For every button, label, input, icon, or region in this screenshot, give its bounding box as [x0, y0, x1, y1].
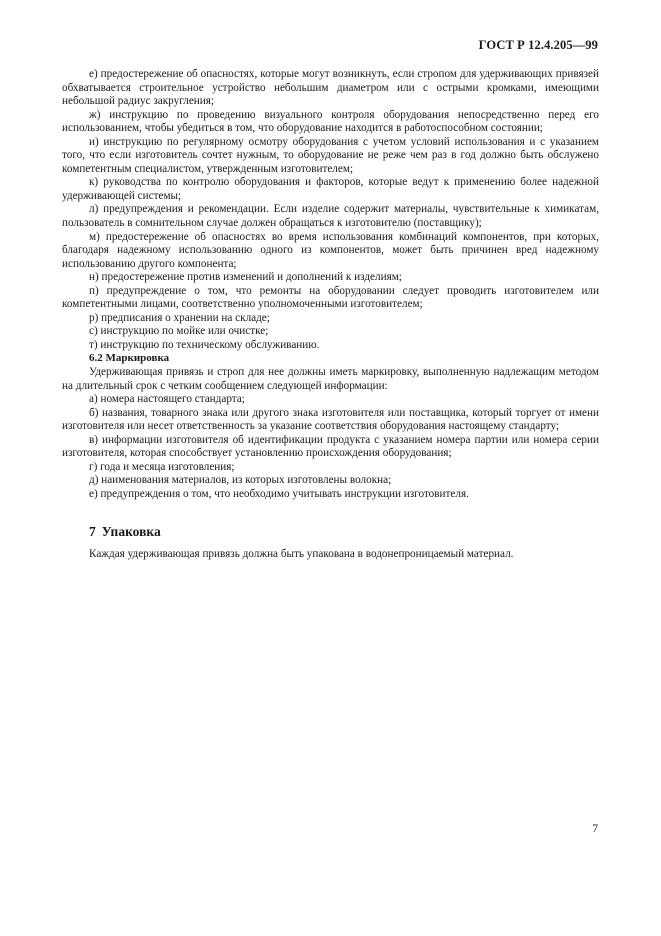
packaging-text: Каждая удерживающая привязь должна быть упакована в водонепроницаемый материал.	[89, 547, 514, 560]
page-content	[62, 68, 599, 561]
section-heading-packaging	[62, 524, 599, 540]
list-item-t: т) инструкцию по техническому обслуживанию.	[89, 338, 320, 351]
marking-item-v: в) информации изготовителя об идентификации продукта с указанием номера партии или номера серии изготовителя, которая способствует установлению происхождения оборудования;	[62, 433, 599, 460]
list-item-p: п) предупреждение о том, что ремонты на оборудовании следует проводить изготовителем или компетентными лицами, соответственно уполномоченными изготовителем;	[62, 284, 599, 311]
marking-item-e: е) предупреждения о том, что необходимо учитывать инструкции изготовителя.	[89, 487, 469, 500]
marking-item-a: а) номера настоящего стандарта;	[89, 393, 245, 406]
marking-item-b: б) названия, товарного знака или другого знака изготовителя или поставщика, который торгует от имени изготовителя или несет ответственность за указание соответствия оборудования настоящему стандарту;	[62, 406, 599, 433]
list-item-zh: ж) инструкцию по проведению визуального контроля оборудования непосредственно перед его использованием, чтобы убедиться в том, что оборудование находится в работоспособном состоянии;	[62, 108, 599, 135]
list-item-i: и) инструкцию по регулярному осмотру оборудования с учетом условий использования и с указанием того, что если изготовитель сочтет нужным, то оборудование не реже чем раз в год должно быть обслужено компетентным специалистом, утвержденным изготовителем;	[62, 135, 599, 175]
list-item-k: к) руководства по контролю оборудования и факторов, которые ведут к применению более надежной удерживающей системы;	[62, 176, 599, 202]
list-item-r: р) предписания о хранении на складе;	[89, 311, 270, 324]
subsection-heading-marking: 6.2 Маркировка	[89, 352, 170, 365]
marking-item-g: г) года и месяца изготовления;	[89, 460, 235, 473]
list-item-s: с) инструкцию по мойке или очистке;	[89, 325, 269, 338]
list-item-n: н) предостережение против изменений и дополнений к изделиям;	[89, 271, 402, 284]
list-item-e: е) предостережение об опасностях, которые могут возникнуть, если стропом для удерживающих привязей обхватывается строительное устройство небольшим диаметром или с острыми кромками, имеющими небольшой радиус закругления;	[62, 68, 599, 108]
section-title: Упаковка	[101, 523, 161, 539]
page-number: 7	[592, 823, 598, 835]
list-item-l: л) предупреждения и рекомендации. Если изделие содержит материалы, чувствительные к химикатам, пользователь в сомнительном случае должен обращаться к изготовителю (поставщику);	[62, 203, 599, 230]
document-code-header: ГОСТ Р 12.4.205—99	[478, 38, 598, 52]
marking-intro: Удерживающая привязь и строп для нее должны иметь маркировку, выполненную надлежащим методом на длительный срок с четким сообщением следующей информации:	[62, 366, 599, 392]
list-item-m: м) предостережение об опасностях во время использования комбинаций компонентов, при которых, благодаря надежному использованию одного из компонентов, может быть причинен вред надежному использованию другого компонента;	[62, 230, 599, 270]
marking-item-d: д) наименования материалов, из которых изготовлены волокна;	[89, 474, 392, 487]
section-number: 7	[89, 523, 96, 539]
